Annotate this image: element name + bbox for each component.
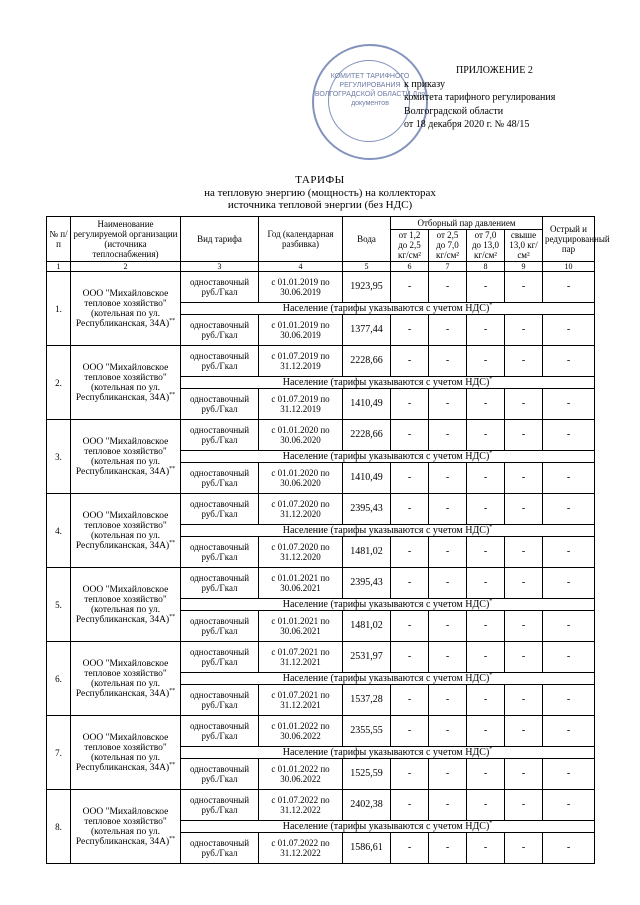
organization-footnote-mark: ** <box>169 761 176 768</box>
empty-value: - <box>505 315 543 346</box>
appendix-header <box>404 64 604 132</box>
header-org: Наименование регулируемой организации (источника теплоснабжения) <box>71 217 181 262</box>
organization-footnote-mark: ** <box>169 391 176 398</box>
empty-value: - <box>505 346 543 377</box>
appendix-title: ПРИЛОЖЕНИЕ 2 <box>456 65 533 76</box>
empty-value: - <box>467 537 505 568</box>
header-num: № п/п <box>47 217 71 262</box>
water-tariff: 1481,02 <box>343 611 391 642</box>
organization-name-text: ООО "Михайловское тепловое хозяйство" (котельная по ул. Республиканская, 34А) <box>75 658 170 699</box>
empty-value: - <box>543 272 595 303</box>
population-note-mark: * <box>489 746 493 753</box>
water-tariff: 1481,02 <box>343 537 391 568</box>
empty-value: - <box>467 389 505 420</box>
tariff-type: одноставочный руб./Гкал <box>181 833 259 864</box>
tariff-period: с 01.01.2022 по 30.06.2022 <box>259 759 343 790</box>
document-title <box>0 174 640 212</box>
empty-value: - <box>429 389 467 420</box>
empty-value: - <box>543 537 595 568</box>
empty-value: - <box>391 611 429 642</box>
empty-value: - <box>467 685 505 716</box>
empty-value: - <box>543 420 595 451</box>
empty-value: - <box>467 346 505 377</box>
column-number: 5 <box>343 262 391 272</box>
tariff-period: с 01.01.2022 по 30.06.2022 <box>259 716 343 747</box>
tariff-period: с 01.01.2019 по 30.06.2019 <box>259 272 343 303</box>
tariff-type: одноставочный руб./Гкал <box>181 611 259 642</box>
column-number: 1 <box>47 262 71 272</box>
tariff-type: одноставочный руб./Гкал <box>181 537 259 568</box>
table-row <box>47 790 595 821</box>
population-note-mark: * <box>489 524 493 531</box>
empty-value: - <box>391 685 429 716</box>
empty-value: - <box>467 833 505 864</box>
empty-value: - <box>391 790 429 821</box>
empty-value: - <box>429 790 467 821</box>
tariff-type: одноставочный руб./Гкал <box>181 716 259 747</box>
column-number: 4 <box>259 262 343 272</box>
empty-value: - <box>505 463 543 494</box>
title-main: ТАРИФЫ <box>295 174 345 186</box>
tariff-type: одноставочный руб./Гкал <box>181 685 259 716</box>
tariff-period: с 01.01.2020 по 30.06.2020 <box>259 420 343 451</box>
organization-name-text: ООО "Михайловское тепловое хозяйство" (котельная по ул. Республиканская, 34А) <box>75 436 170 477</box>
population-note-mark: * <box>489 376 493 383</box>
water-tariff: 2402,38 <box>343 790 391 821</box>
tariff-type: одноставочный руб./Гкал <box>181 568 259 599</box>
empty-value: - <box>429 568 467 599</box>
empty-value: - <box>543 568 595 599</box>
empty-value: - <box>505 389 543 420</box>
empty-value: - <box>505 716 543 747</box>
population-note <box>181 599 595 611</box>
empty-value: - <box>467 611 505 642</box>
tariff-period: с 01.07.2021 по 31.12.2021 <box>259 642 343 673</box>
empty-value: - <box>467 420 505 451</box>
organization-name-text: ООО "Михайловское тепловое хозяйство" (котельная по ул. Республиканская, 34А) <box>75 510 170 551</box>
row-number: 7. <box>47 716 71 790</box>
organization-name-text: ООО "Михайловское тепловое хозяйство" (котельная по ул. Республиканская, 34А) <box>75 732 170 773</box>
header-water: Вода <box>343 217 391 262</box>
official-seal-text: КОМИТЕТ ТАРИФНОГО РЕГУЛИРОВАНИЯ ВОЛГОГРАДСКОЙ ОБЛАСТИ Для документов <box>314 73 426 107</box>
water-tariff: 1537,28 <box>343 685 391 716</box>
table-row <box>47 346 595 377</box>
empty-value: - <box>391 315 429 346</box>
population-note <box>181 377 595 389</box>
empty-value: - <box>391 642 429 673</box>
empty-value: - <box>467 759 505 790</box>
population-note <box>181 525 595 537</box>
row-number: 6. <box>47 642 71 716</box>
header-period: Год (календарная разбивка) <box>259 217 343 262</box>
empty-value: - <box>391 346 429 377</box>
header-sharp-steam: Острый и редуцированный пар <box>543 217 595 262</box>
empty-value: - <box>543 389 595 420</box>
empty-value: - <box>505 759 543 790</box>
appendix-line-date: от 18 декабря 2020 г. № 48/15 <box>404 119 530 130</box>
population-note <box>181 451 595 463</box>
tariff-type: одноставочный руб./Гкал <box>181 272 259 303</box>
empty-value: - <box>429 759 467 790</box>
water-tariff: 1410,49 <box>343 389 391 420</box>
empty-value: - <box>429 272 467 303</box>
tariff-type: одноставочный руб./Гкал <box>181 463 259 494</box>
tariff-period: с 01.07.2021 по 31.12.2021 <box>259 685 343 716</box>
empty-value: - <box>467 716 505 747</box>
empty-value: - <box>391 833 429 864</box>
organization-name <box>71 790 181 864</box>
column-number: 8 <box>467 262 505 272</box>
organization-footnote-mark: ** <box>169 539 176 546</box>
water-tariff: 1586,61 <box>343 833 391 864</box>
empty-value: - <box>429 420 467 451</box>
empty-value: - <box>391 537 429 568</box>
organization-footnote-mark: ** <box>169 687 176 694</box>
empty-value: - <box>543 494 595 525</box>
water-tariff: 1377,44 <box>343 315 391 346</box>
appendix-line-committee: комитета тарифного регулирования <box>404 92 556 103</box>
empty-value: - <box>429 346 467 377</box>
empty-value: - <box>467 568 505 599</box>
empty-value: - <box>543 315 595 346</box>
header-type: Вид тарифа <box>181 217 259 262</box>
population-note-mark: * <box>489 598 493 605</box>
population-note-text: Население (тарифы указываются с учетом НДС) <box>282 598 490 610</box>
empty-value: - <box>543 716 595 747</box>
population-note-mark: * <box>489 450 493 457</box>
population-note-mark: * <box>489 302 493 309</box>
empty-value: - <box>391 759 429 790</box>
empty-value: - <box>543 463 595 494</box>
tariff-period: с 01.07.2019 по 31.12.2019 <box>259 389 343 420</box>
empty-value: - <box>505 568 543 599</box>
title-line2: на тепловую энергию (мощность) на коллекторах <box>204 186 436 199</box>
header-steam-1: от 1,2 до 2,5 кг/см² <box>391 229 429 261</box>
empty-value: - <box>429 833 467 864</box>
population-note-text: Население (тарифы указываются с учетом НДС) <box>282 820 490 832</box>
tariff-type: одноставочный руб./Гкал <box>181 494 259 525</box>
empty-value: - <box>429 537 467 568</box>
population-note-text: Население (тарифы указываются с учетом НДС) <box>282 524 490 536</box>
tariff-period: с 01.07.2019 по 31.12.2019 <box>259 346 343 377</box>
tariff-period: с 01.01.2021 по 30.06.2021 <box>259 611 343 642</box>
population-note-text: Население (тарифы указываются с учетом НДС) <box>282 450 490 462</box>
header-steam-4: свыше 13,0 кг/см² <box>505 229 543 261</box>
empty-value: - <box>505 272 543 303</box>
organization-name <box>71 642 181 716</box>
population-note-text: Население (тарифы указываются с учетом НДС) <box>282 302 490 314</box>
empty-value: - <box>429 315 467 346</box>
tariff-type: одноставочный руб./Гкал <box>181 759 259 790</box>
empty-value: - <box>467 790 505 821</box>
tariff-period: с 01.01.2021 по 30.06.2021 <box>259 568 343 599</box>
row-number: 8. <box>47 790 71 864</box>
row-number: 2. <box>47 346 71 420</box>
organization-name-text: ООО "Михайловское тепловое хозяйство" (котельная по ул. Республиканская, 34А) <box>75 584 170 625</box>
empty-value: - <box>543 833 595 864</box>
water-tariff: 2531,97 <box>343 642 391 673</box>
tariffs-table <box>46 216 610 864</box>
empty-value: - <box>429 611 467 642</box>
organization-name <box>71 494 181 568</box>
empty-value: - <box>505 833 543 864</box>
water-tariff: 1923,95 <box>343 272 391 303</box>
empty-value: - <box>391 494 429 525</box>
population-note <box>181 821 595 833</box>
empty-value: - <box>429 642 467 673</box>
population-note-text: Население (тарифы указываются с учетом НДС) <box>282 746 490 758</box>
empty-value: - <box>505 642 543 673</box>
column-number: 2 <box>71 262 181 272</box>
column-number: 7 <box>429 262 467 272</box>
empty-value: - <box>543 346 595 377</box>
water-tariff: 2355,55 <box>343 716 391 747</box>
organization-name <box>71 272 181 346</box>
empty-value: - <box>429 685 467 716</box>
table-row <box>47 568 595 599</box>
empty-value: - <box>391 463 429 494</box>
organization-footnote-mark: ** <box>169 317 176 324</box>
tariff-period: с 01.07.2020 по 31.12.2020 <box>259 494 343 525</box>
organization-name-text: ООО "Михайловское тепловое хозяйство" (котельная по ул. Республиканская, 34А) <box>75 288 170 329</box>
row-number: 3. <box>47 420 71 494</box>
table-row <box>47 420 595 451</box>
tariff-type: одноставочный руб./Гкал <box>181 389 259 420</box>
row-number: 4. <box>47 494 71 568</box>
empty-value: - <box>391 389 429 420</box>
empty-value: - <box>429 463 467 494</box>
water-tariff: 2395,43 <box>343 494 391 525</box>
tariff-period: с 01.07.2022 по 31.12.2022 <box>259 833 343 864</box>
organization-name <box>71 716 181 790</box>
water-tariff: 2228,66 <box>343 346 391 377</box>
population-note-mark: * <box>489 820 493 827</box>
table-row <box>47 716 595 747</box>
empty-value: - <box>391 272 429 303</box>
organization-name <box>71 346 181 420</box>
empty-value: - <box>505 494 543 525</box>
organization-name-text: ООО "Михайловское тепловое хозяйство" (котельная по ул. Республиканская, 34А) <box>75 806 170 847</box>
organization-name <box>71 568 181 642</box>
empty-value: - <box>543 642 595 673</box>
empty-value: - <box>429 494 467 525</box>
water-tariff: 1525,59 <box>343 759 391 790</box>
empty-value: - <box>543 685 595 716</box>
water-tariff: 2228,66 <box>343 420 391 451</box>
empty-value: - <box>467 315 505 346</box>
tariff-period: с 01.01.2020 по 30.06.2020 <box>259 463 343 494</box>
tariff-type: одноставочный руб./Гкал <box>181 420 259 451</box>
header-steam-2: от 2,5 до 7,0 кг/см² <box>429 229 467 261</box>
empty-value: - <box>467 494 505 525</box>
empty-value: - <box>505 420 543 451</box>
empty-value: - <box>391 716 429 747</box>
population-note <box>181 747 595 759</box>
population-note <box>181 673 595 685</box>
population-note-text: Население (тарифы указываются с учетом НДС) <box>282 376 490 388</box>
empty-value: - <box>543 611 595 642</box>
organization-footnote-mark: ** <box>169 465 176 472</box>
row-number: 5. <box>47 568 71 642</box>
row-number: 1. <box>47 272 71 346</box>
empty-value: - <box>391 568 429 599</box>
empty-value: - <box>391 420 429 451</box>
organization-name-text: ООО "Михайловское тепловое хозяйство" (котельная по ул. Республиканская, 34А) <box>75 362 170 403</box>
table-row <box>47 272 595 303</box>
empty-value: - <box>505 537 543 568</box>
population-note-text: Население (тарифы указываются с учетом НДС) <box>282 672 490 684</box>
water-tariff: 2395,43 <box>343 568 391 599</box>
population-note <box>181 303 595 315</box>
column-number: 10 <box>543 262 595 272</box>
empty-value: - <box>505 790 543 821</box>
header-steam-3: от 7,0 до 13,0 кг/см² <box>467 229 505 261</box>
empty-value: - <box>467 463 505 494</box>
organization-name <box>71 420 181 494</box>
column-number: 3 <box>181 262 259 272</box>
organization-footnote-mark: ** <box>169 835 176 842</box>
empty-value: - <box>505 611 543 642</box>
title-line3: источника тепловой энергии (без НДС) <box>227 199 413 211</box>
appendix-line-order: к приказу <box>404 78 445 90</box>
appendix-line-region: Волгоградской области <box>404 105 504 117</box>
tariff-type: одноставочный руб./Гкал <box>181 790 259 821</box>
empty-value: - <box>467 642 505 673</box>
header-steam-group: Отборный пар давлением <box>391 217 543 230</box>
table-row <box>47 494 595 525</box>
tariff-type: одноставочный руб./Гкал <box>181 315 259 346</box>
column-number: 9 <box>505 262 543 272</box>
tariff-type: одноставочный руб./Гкал <box>181 642 259 673</box>
empty-value: - <box>429 716 467 747</box>
column-numbers-row <box>47 262 595 272</box>
table-row <box>47 642 595 673</box>
empty-value: - <box>543 790 595 821</box>
population-note-mark: * <box>489 672 493 679</box>
tariff-period: с 01.01.2019 по 30.06.2019 <box>259 315 343 346</box>
empty-value: - <box>505 685 543 716</box>
empty-value: - <box>467 272 505 303</box>
tariff-type: одноставочный руб./Гкал <box>181 346 259 377</box>
tariff-period: с 01.07.2022 по 31.12.2022 <box>259 790 343 821</box>
column-number: 6 <box>391 262 429 272</box>
water-tariff: 1410,49 <box>343 463 391 494</box>
empty-value: - <box>543 759 595 790</box>
organization-footnote-mark: ** <box>169 613 176 620</box>
tariff-period: с 01.07.2020 по 31.12.2020 <box>259 537 343 568</box>
